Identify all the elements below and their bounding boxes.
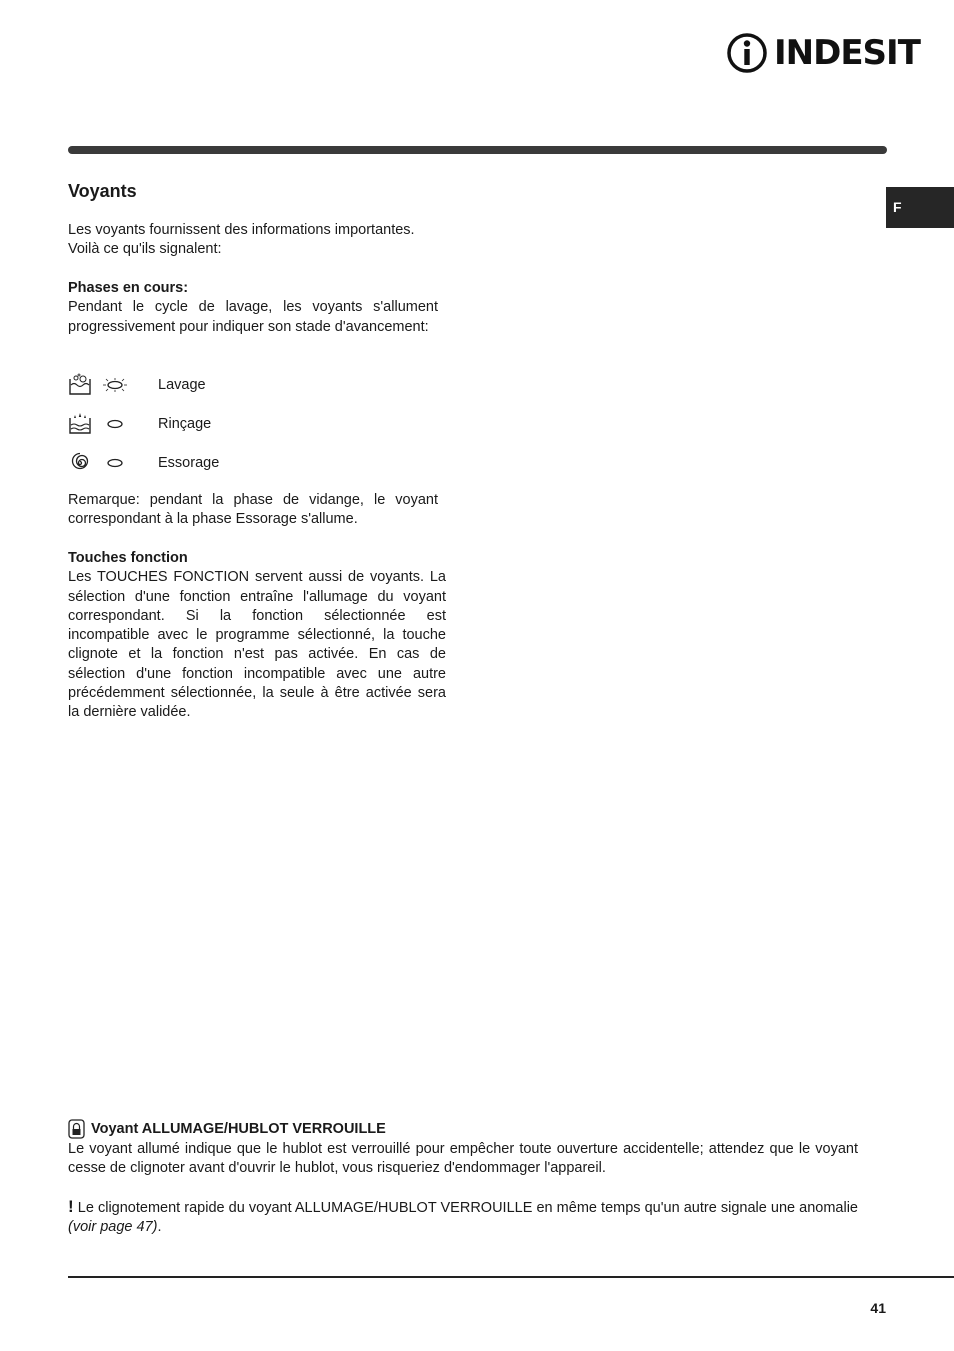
spin-icon	[68, 451, 92, 475]
led-label-spin: Essorage	[158, 455, 220, 471]
phases-note-text: Remarque: pendant la phase de vidange, le voyant correspondant à la phase Essorage s'allume.	[68, 492, 438, 528]
top-divider	[68, 146, 887, 154]
rinse-icon	[68, 412, 92, 436]
functions-block	[68, 549, 446, 723]
led-row-spin	[68, 450, 219, 476]
phases-note	[68, 491, 438, 530]
door-lock-text: Le voyant allumé indique que le hublot est verrouillé pour empêcher toute ouverture accidentelle; attendez que le voyant cesse de clignoter avant d'ouvrir le hublot, vous risqueriez d'endommager l'appareil.	[68, 1141, 858, 1177]
intro-line-2: Voilà ce qu'ils signalent:	[68, 241, 222, 258]
led-label-wash: Lavage	[158, 377, 206, 393]
intro-text	[68, 221, 448, 260]
door-lock-heading: Voyant ALLUMAGE/HUBLOT VERROUILLE	[91, 1121, 386, 1137]
led-lit-icon	[102, 378, 128, 392]
led-off-icon	[102, 456, 128, 470]
functions-text: Les TOUCHES FONCTION servent aussi de voyants. La sélection d'une fonction entraîne l'allumage du voyant correspondant. Si la fonction sélectionnée est incompatible avec le programme sélectionné, la touche clignote et la fonction n'est pas activée. En cas de sélection d'une fonction incompatible avec une autre précédemment sélectionnée, la seule à être activée sera la dernière validée.	[68, 569, 446, 721]
led-label-rinse: Rinçage	[158, 416, 212, 432]
lock-icon	[68, 1119, 85, 1139]
phases-block	[68, 279, 438, 337]
door-lock-heading-row	[68, 1119, 386, 1139]
warning-end: .	[157, 1219, 162, 1236]
functions-heading: Touches fonction	[68, 550, 188, 566]
logo-i-icon	[726, 32, 768, 74]
led-row-wash	[68, 372, 206, 398]
phases-heading: Phases en cours:	[68, 280, 189, 296]
section-title: Voyants	[68, 181, 137, 201]
wash-icon	[68, 373, 92, 397]
led-off-icon	[102, 417, 128, 431]
page-number: 41	[870, 1300, 886, 1316]
door-lock-warning	[68, 1197, 858, 1238]
warning-page-ref: (voir page 47)	[68, 1219, 158, 1236]
led-row-rinse	[68, 411, 211, 437]
warning-icon: !	[68, 1197, 74, 1216]
phases-text: Pendant le cycle de lavage, les voyants s'allument progressivement pour indiquer son stade d'avancement:	[68, 299, 438, 335]
brand-logo	[726, 32, 920, 74]
language-tab: F	[886, 187, 954, 228]
warning-text: Le clignotement rapide du voyant ALLUMAGE/HUBLOT VERROUILLE en même temps qu'un autre signale une anomalie	[77, 1200, 858, 1216]
brand-name: INDESIT	[774, 33, 920, 73]
bottom-divider	[68, 1276, 954, 1278]
intro-line-1: Les voyants fournissent des informations importantes.	[68, 222, 415, 238]
